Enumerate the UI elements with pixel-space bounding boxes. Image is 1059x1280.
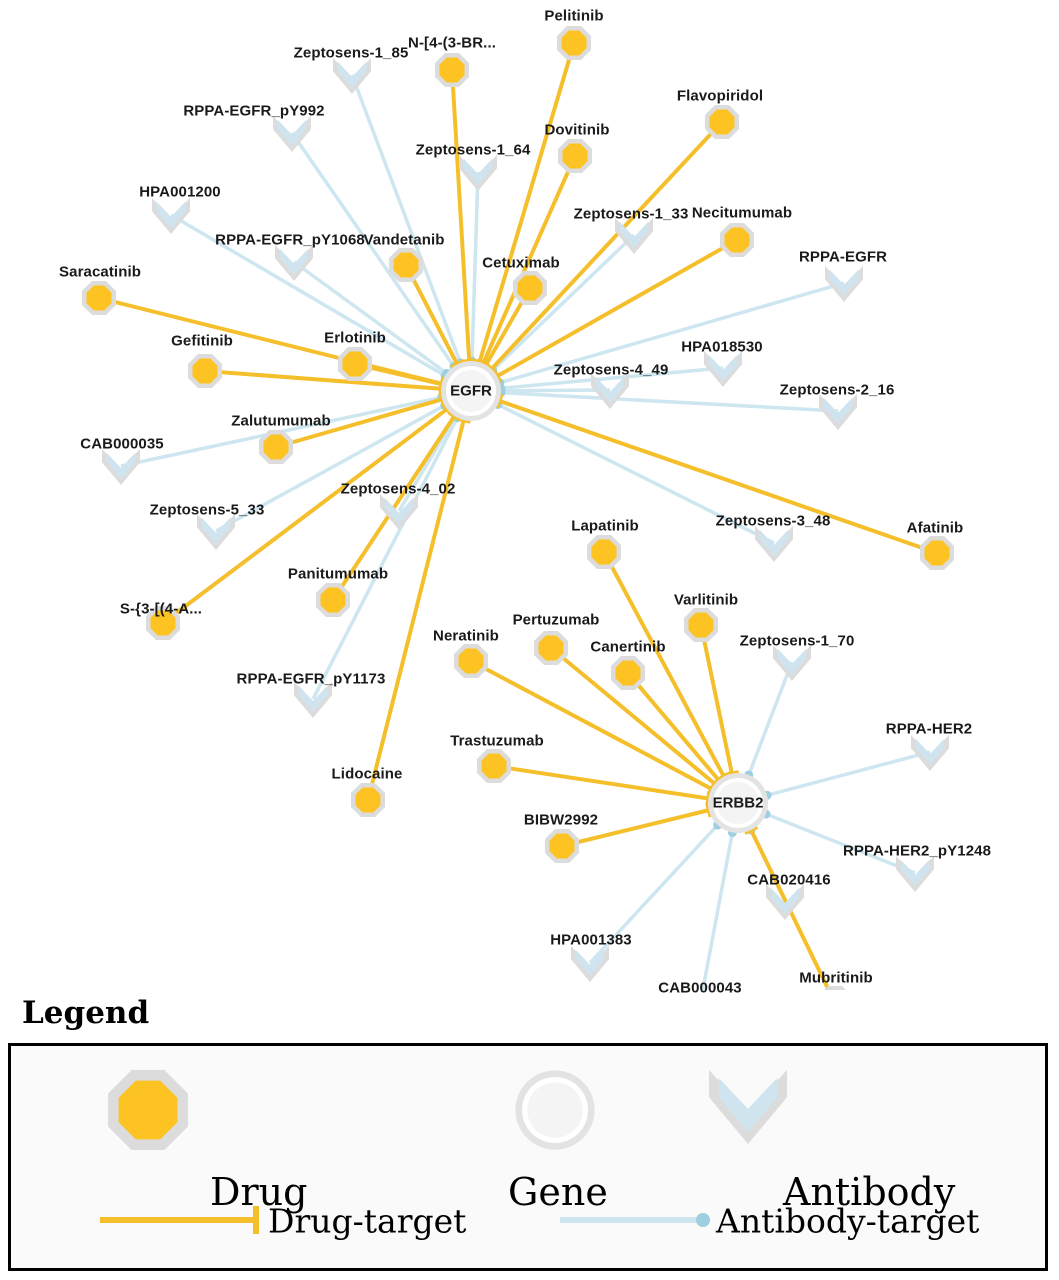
drug-node[interactable] <box>684 608 718 642</box>
antibody-node-label: Zeptosens-1_64 <box>415 141 531 159</box>
drug-node-label: Lidocaine <box>331 765 403 783</box>
drug-node-label: Saracatinib <box>59 263 141 281</box>
edge-antibody-target <box>744 662 792 779</box>
antibody-node-label: RPPA-HER2_pY1248 <box>842 842 992 860</box>
drug-node-label: Zalutumumab <box>231 412 331 430</box>
drug-node[interactable] <box>920 536 954 570</box>
edge-antibody-target <box>762 752 930 800</box>
drug-node-label: Varlitinib <box>673 591 739 609</box>
drug-node-label: Necitumumab <box>691 204 793 222</box>
antibody-node-label: HPA018530 <box>681 338 763 356</box>
legend-edge-label-antibody-target: Antibody-target <box>716 1201 980 1241</box>
edge-antibody-target <box>352 75 465 367</box>
drug-node[interactable] <box>557 26 591 60</box>
drug-node[interactable] <box>389 248 423 282</box>
legend-label-antibody: Antibody <box>783 1170 956 1214</box>
legend-gene-icon <box>515 1070 594 1149</box>
antibody-node-label: Zeptosens-5_33 <box>149 501 265 519</box>
drug-node[interactable] <box>351 783 385 817</box>
drug-node[interactable] <box>534 631 568 665</box>
antibody-node[interactable] <box>896 856 934 892</box>
drug-node-label: S-{3-[(4-A... <box>119 600 203 618</box>
antibody-node[interactable] <box>102 449 140 485</box>
legend-edge-label-drug-target: Drug-target <box>268 1201 467 1241</box>
edge-drug-target <box>701 625 739 775</box>
antibody-node-label: Zeptosens-4_02 <box>340 480 456 498</box>
drug-node-label: Vandetanib <box>363 231 445 249</box>
drug-node-label: Neratinib <box>433 627 499 645</box>
drug-node-label: Gefitinib <box>171 332 233 350</box>
drug-node-label: Cetuximab <box>482 254 560 272</box>
drug-node-label: Dovitinib <box>544 121 610 139</box>
legend-drug-target-edge <box>100 1206 258 1234</box>
drug-node[interactable] <box>705 105 739 139</box>
antibody-node-label: Zeptosens-1_33 <box>573 205 689 223</box>
antibody-node-label: RPPA-EGFR_pY1068 <box>215 231 365 249</box>
antibody-node-label: Zeptosens-1_85 <box>293 44 409 62</box>
antibody-node[interactable] <box>819 394 857 430</box>
drug-node[interactable] <box>611 656 645 690</box>
drug-node-label: Erlotinib <box>324 329 386 347</box>
drug-node[interactable] <box>316 583 350 617</box>
drug-node[interactable] <box>513 271 547 305</box>
gene-node-label: ERBB2 <box>712 794 764 812</box>
antibody-node-label: Zeptosens-4_49 <box>553 361 669 379</box>
legend-antibody-icon <box>709 1070 787 1144</box>
legend-label-drug: Drug <box>210 1170 308 1214</box>
drug-node-label: Trastuzumab <box>450 732 544 750</box>
antibody-node-label: HPA001383 <box>550 931 632 949</box>
drug-node[interactable] <box>338 347 372 381</box>
drug-node[interactable] <box>259 430 293 464</box>
drug-node[interactable] <box>454 644 488 678</box>
drug-node-label: Flavopiridol <box>676 87 764 105</box>
antibody-node-label: Zeptosens-2_16 <box>779 381 895 399</box>
drug-node[interactable] <box>818 986 852 990</box>
edge-drug-target <box>486 122 722 374</box>
drug-node-label: Pelitinib <box>544 7 604 25</box>
edge-antibody-target <box>761 810 915 873</box>
drug-node[interactable] <box>558 139 592 173</box>
drug-node-label: N-[4-(3-BR... <box>408 34 496 52</box>
antibody-node[interactable] <box>197 514 235 550</box>
antibody-node-label: CAB000043 <box>658 979 742 997</box>
antibody-node-label: Zeptosens-1_70 <box>739 632 855 650</box>
legend-drug-icon <box>108 1070 188 1150</box>
edge-antibody-target <box>699 828 737 990</box>
antibody-node-label: RPPA-HER2 <box>885 720 973 738</box>
drug-node-label: Panitumumab <box>287 565 389 583</box>
drug-node[interactable] <box>477 749 511 783</box>
drug-node[interactable] <box>188 354 222 388</box>
edge-drug-target <box>473 43 574 364</box>
antibody-node-label: RPPA-EGFR_pY1173 <box>236 670 386 688</box>
legend-label-gene: Gene <box>508 1170 608 1214</box>
antibody-node[interactable] <box>755 526 793 562</box>
legend-title: Legend <box>22 995 150 1031</box>
drug-node[interactable] <box>435 53 469 87</box>
gene-node-label: EGFR <box>450 382 492 400</box>
antibody-node-label: CAB020416 <box>747 871 831 889</box>
antibody-node-label: RPPA-EGFR <box>798 248 888 266</box>
drug-node-label: Pertuzumab <box>512 611 600 629</box>
drug-node-label: Mubritinib <box>799 969 873 987</box>
drug-node-label: Lapatinib <box>571 517 639 535</box>
legend-symbols <box>0 1055 1059 1165</box>
antibody-node-label: RPPA-EGFR_pY992 <box>183 102 325 120</box>
drug-node-label: Afatinib <box>906 519 964 537</box>
antibody-node-label: Zeptosens-3_48 <box>715 512 831 530</box>
antibody-node-label: HPA001200 <box>139 183 221 201</box>
antibody-node[interactable] <box>571 946 609 982</box>
antibody-node-label: CAB000035 <box>80 435 164 453</box>
drug-node-label: Canertinib <box>590 638 666 656</box>
drug-node[interactable] <box>82 281 116 315</box>
drug-node[interactable] <box>720 223 754 257</box>
legend-antibody-target-edge <box>560 1213 710 1227</box>
drug-node[interactable] <box>545 829 579 863</box>
drug-node-label: BIBW2992 <box>523 811 599 829</box>
drug-node[interactable] <box>587 535 621 569</box>
